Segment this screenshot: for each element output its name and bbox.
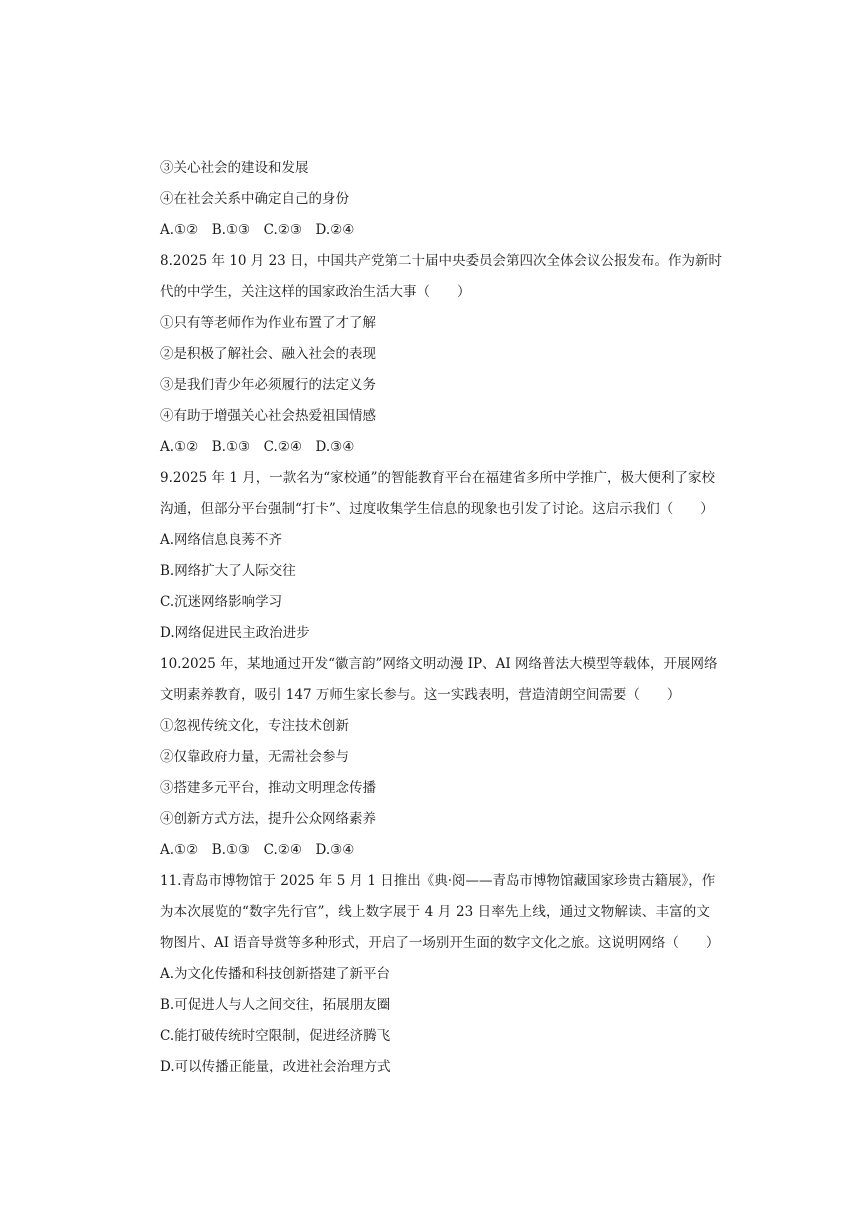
option-line: ①忽视传统文化，专注技术创新 (160, 718, 349, 734)
question-10-text: 文明素养教育，吸引 147 万师生家长参与。这一实践表明，营造清朗空间需要（ ） (160, 687, 681, 703)
question-11-text: 11.青岛市博物馆于 2025 年 5 月 1 日推出《典·阅——青岛市博物馆藏国家珍贵古籍展》，作 (160, 873, 716, 889)
option-line: C.沉迷网络影响学习 (160, 594, 283, 610)
answer-choices: A.①② B.①③ C.②④ D.③④ (160, 842, 355, 858)
option-line: ②仅靠政府力量，无需社会参与 (160, 749, 349, 765)
option-line: ④有助于增强关心社会热爱祖国情感 (160, 408, 376, 424)
option-line: C.能打破传统时空限制，促进经济腾飞 (160, 1028, 391, 1044)
option-line: ④创新方式方法，提升公众网络素养 (160, 811, 376, 827)
option-line: A.为文化传播和科技创新搭建了新平台 (160, 966, 391, 982)
question-9-text: 沟通，但部分平台强制“打卡”、过度收集学生信息的现象也引发了讨论。这启示我们（ ） (160, 501, 714, 517)
answer-choices: A.①② B.①③ C.②④ D.③④ (160, 439, 355, 455)
question-8-text: 代的中学生，关注这样的国家政治生活大事（ ） (160, 284, 471, 300)
question-8-text: 8.2025 年 10 月 23 日，中国共产党第二十届中央委员会第四次全体会议公报发布。作为新时 (160, 253, 723, 269)
option-line: B.网络扩大了人际交往 (160, 563, 296, 579)
option-line: D.网络促进民主政治进步 (160, 625, 310, 641)
answer-choices: A.①② B.①③ C.②③ D.②④ (160, 222, 355, 238)
question-10-text: 10.2025 年，某地通过开发“徽言韵”网络文明动漫 IP、AI 网络普法大模型等载体，开展网络 (160, 656, 718, 672)
question-11-text: 为本次展览的“数字先行官”，线上数字展于 4 月 23 日率先上线，通过文物解读、丰富的文 (160, 904, 710, 920)
option-line: ①只有等老师作为作业布置了才了解 (160, 315, 376, 331)
option-line: ③搭建多元平台，推动文明理念传播 (160, 780, 376, 796)
option-line: ④在社会关系中确定自己的身份 (160, 191, 349, 207)
option-line: ③是我们青少年必须履行的法定义务 (160, 377, 376, 393)
question-11-text: 物图片、AI 语音导赏等多种形式，开启了一场别开生面的数字文化之旅。这说明网络（ ） (160, 935, 720, 951)
option-line: A.网络信息良莠不齐 (160, 532, 283, 548)
option-line: D.可以传播正能量，改进社会治理方式 (160, 1059, 391, 1075)
option-line: ③关心社会的建设和发展 (160, 160, 309, 176)
option-line: ②是积极了解社会、融入社会的表现 (160, 346, 376, 362)
question-9-text: 9.2025 年 1 月，一款名为“家校通”的智能教育平台在福建省多所中学推广，极大便利了家校 (160, 470, 716, 486)
option-line: B.可促进人与人之间交往，拓展朋友圈 (160, 997, 391, 1013)
